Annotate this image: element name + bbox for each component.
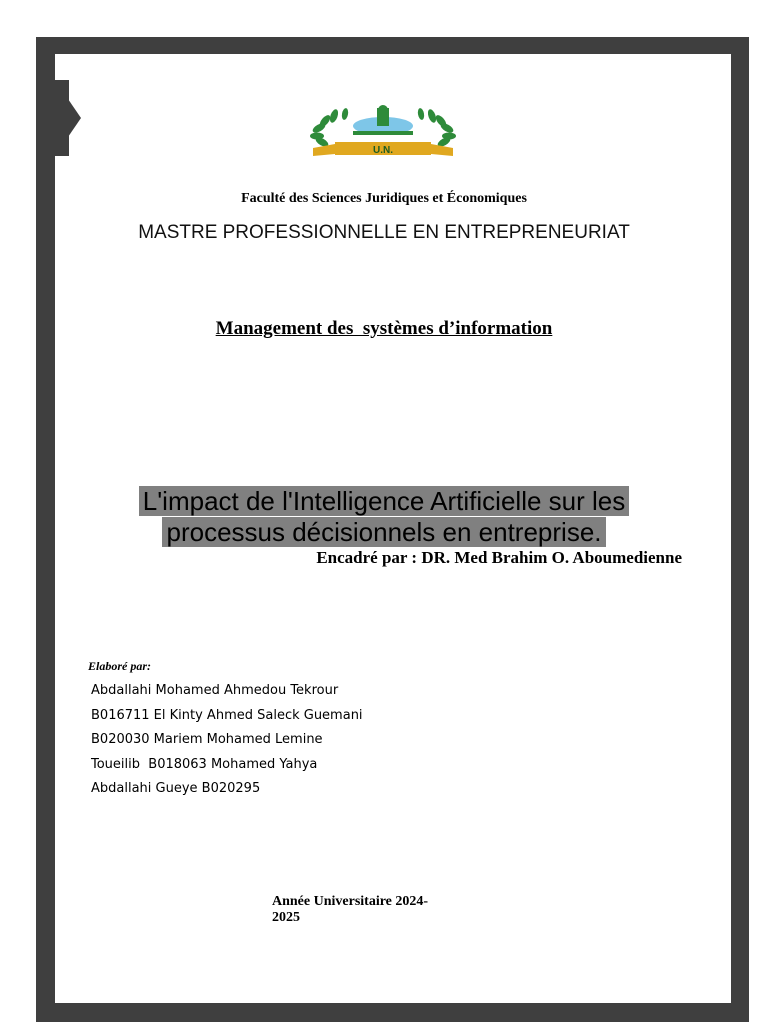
supervisor-line: Encadré par : DR. Med Brahim O. Aboumedienne (316, 548, 682, 567)
author-line: Toueilib B018063 Mohamed Yahya (91, 756, 318, 772)
author-line: Abdallahi Gueye B020295 (91, 781, 261, 796)
border-tab-arrow (55, 80, 81, 156)
author-line: B016711 El Kinty Ahmed Saleck Guemani (91, 707, 363, 723)
academic-year (272, 894, 442, 926)
program-title: MASTRE PROFESSIONNELLE EN ENTREPRENEURIAT (138, 222, 630, 243)
authors-list (91, 681, 363, 804)
authors-label: Elaboré par: (88, 659, 151, 673)
course-title-text: Management des systèmes d’information (215, 318, 553, 339)
academic-year-line1: Année Universitaire 2024- (272, 894, 429, 909)
author-line: Abdallahi Mohamed Ahmedou Tekrour (91, 683, 339, 698)
course-title (0, 318, 768, 340)
logo-banner-text: U.N. (373, 145, 393, 156)
university-logo-icon (305, 104, 461, 158)
author-line: B020030 Mariem Mohamed Lemine (91, 732, 323, 747)
faculty-name: Faculté des Sciences Juridiques et Économiques (241, 191, 527, 206)
academic-year-line2: 2025 (272, 910, 300, 925)
thesis-title (0, 486, 768, 548)
thesis-title-line1: L'impact de l'Intelligence Artificielle sur les (139, 486, 630, 516)
thesis-title-line2: processus décisionnels en entreprise. (162, 517, 605, 547)
